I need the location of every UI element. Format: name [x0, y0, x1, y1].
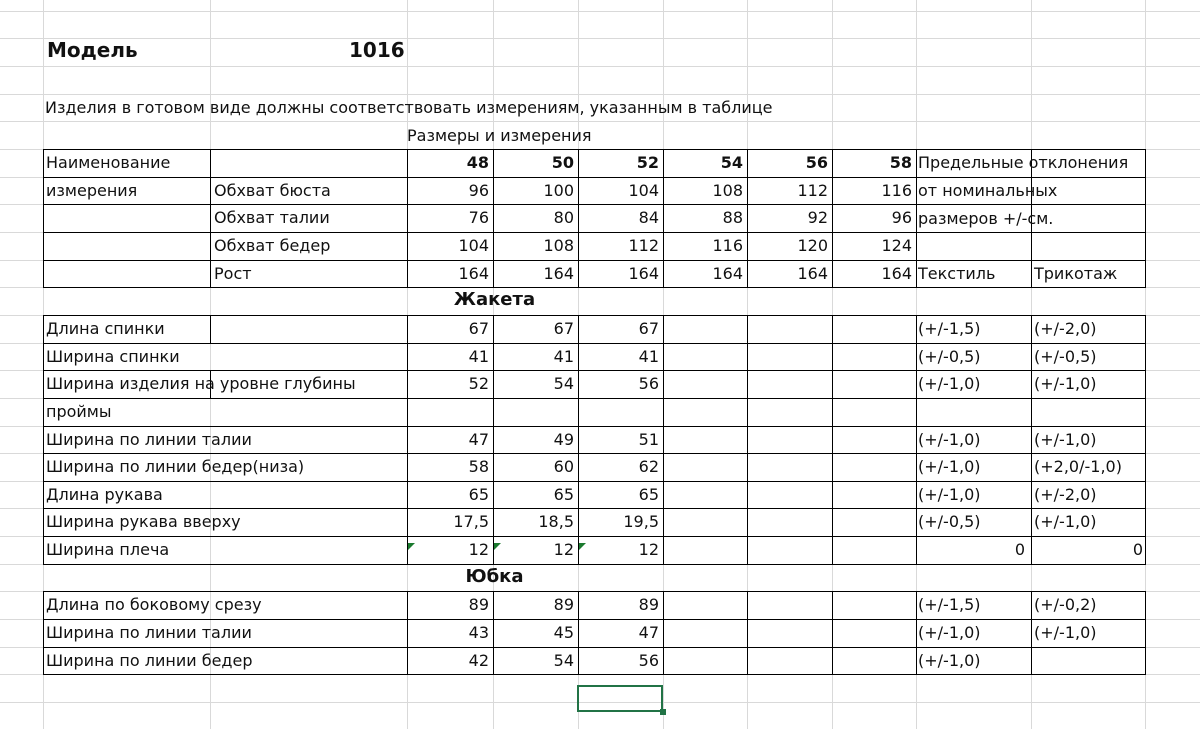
- border-line: [916, 149, 917, 288]
- body-measure-value[interactable]: 104: [628, 181, 659, 200]
- tolerance-knit[interactable]: (+/-1,0): [1034, 623, 1097, 642]
- body-measure-value[interactable]: 164: [881, 264, 912, 283]
- border-line: [1145, 591, 1146, 675]
- measure-value[interactable]: 65: [553, 485, 574, 504]
- body-measure-value[interactable]: 96: [468, 181, 489, 200]
- border-line: [663, 315, 664, 565]
- selected-cell[interactable]: [577, 685, 663, 712]
- border-line: [407, 315, 408, 565]
- header-textile[interactable]: Текстиль: [918, 264, 996, 283]
- measure-label[interactable]: проймы: [46, 402, 112, 421]
- tolerance-textile[interactable]: (+/-1,0): [918, 430, 981, 449]
- size-header-48[interactable]: 48: [466, 153, 489, 172]
- border-line: [43, 591, 1146, 592]
- border-line: [43, 149, 44, 288]
- tolerance-textile[interactable]: (+/-1,0): [918, 374, 981, 393]
- measure-value[interactable]: 89: [638, 595, 659, 614]
- size-header-58[interactable]: 58: [889, 153, 912, 172]
- tolerance-textile[interactable]: (+/-1,5): [918, 595, 981, 614]
- grid-row-line: [0, 66, 1200, 67]
- border-line: [1145, 315, 1146, 565]
- note-text[interactable]: Изделия в готовом виде должны соответствовать измерениям, указанным в таблице: [45, 98, 773, 117]
- header-name-line2[interactable]: измерения: [46, 181, 138, 200]
- measure-label[interactable]: Ширина спинки: [46, 347, 180, 366]
- border-line: [43, 619, 1146, 620]
- measure-value[interactable]: 89: [468, 595, 489, 614]
- grid-row-line: [0, 94, 1200, 95]
- model-label[interactable]: Модель: [47, 38, 138, 62]
- border-line: [747, 315, 748, 565]
- body-measure-value[interactable]: 164: [797, 264, 828, 283]
- measure-value[interactable]: 56: [638, 374, 659, 393]
- measure-value[interactable]: 17,5: [453, 512, 489, 531]
- body-measure-value[interactable]: 88: [722, 208, 743, 227]
- border-line: [578, 315, 579, 565]
- body-measure-value[interactable]: 116: [712, 236, 743, 255]
- body-measure-value[interactable]: 108: [712, 181, 743, 200]
- measure-value[interactable]: 51: [638, 430, 659, 449]
- measure-value[interactable]: 42: [468, 651, 489, 670]
- border-line: [1145, 149, 1146, 288]
- border-line: [43, 177, 1146, 178]
- measure-label[interactable]: Ширина по линии талии: [46, 430, 252, 449]
- measure-label[interactable]: Ширина рукава вверху: [46, 512, 241, 531]
- border-line: [43, 343, 1146, 344]
- border-line: [43, 315, 1146, 316]
- border-line: [493, 149, 494, 288]
- body-measure-value[interactable]: 112: [628, 236, 659, 255]
- border-line: [747, 149, 748, 288]
- body-measure-value[interactable]: 92: [807, 208, 828, 227]
- border-line: [493, 315, 494, 565]
- tolerance-knit[interactable]: (+/-2,0): [1034, 319, 1097, 338]
- measure-value[interactable]: 56: [638, 651, 659, 670]
- body-measure-value[interactable]: 108: [543, 236, 574, 255]
- border-line: [43, 260, 1146, 261]
- border-line: [578, 149, 579, 288]
- body-measure-label[interactable]: Обхват талии: [214, 208, 330, 227]
- tolerance-knit[interactable]: (+/-0,5): [1034, 347, 1097, 366]
- measure-label[interactable]: Длина рукава: [46, 485, 163, 504]
- body-measure-label[interactable]: Обхват бюста: [214, 181, 331, 200]
- border-line: [43, 508, 1146, 509]
- border-line: [407, 149, 408, 288]
- tolerance-textile[interactable]: (+/-1,0): [918, 623, 981, 642]
- body-measure-value[interactable]: 164: [712, 264, 743, 283]
- tolerance-knit[interactable]: 0: [1132, 540, 1143, 559]
- measure-value[interactable]: 60: [553, 457, 574, 476]
- border-line: [832, 315, 833, 565]
- measure-value[interactable]: 41: [468, 347, 489, 366]
- cell-error-marker: [408, 543, 415, 550]
- body-measure-label[interactable]: Обхват бедер: [214, 236, 331, 255]
- body-measure-value[interactable]: 104: [458, 236, 489, 255]
- border-line: [43, 398, 1146, 399]
- measure-value[interactable]: 43: [468, 623, 489, 642]
- measure-label[interactable]: Ширина по линии бедер(низа): [46, 457, 305, 476]
- size-header-52[interactable]: 52: [636, 153, 659, 172]
- measure-value[interactable]: 67: [468, 319, 489, 338]
- border-line: [747, 591, 748, 675]
- measure-value[interactable]: 62: [638, 457, 659, 476]
- tolerance-textile[interactable]: (+/-1,0): [918, 485, 981, 504]
- tolerance-textile[interactable]: (+/-0,5): [918, 347, 981, 366]
- measure-value[interactable]: 45: [553, 623, 574, 642]
- border-line: [43, 564, 1146, 565]
- border-line: [43, 674, 1146, 675]
- border-line: [43, 204, 1146, 205]
- border-line: [43, 426, 1146, 427]
- measure-value[interactable]: 89: [553, 595, 574, 614]
- model-number[interactable]: 1016: [349, 38, 405, 62]
- measure-label[interactable]: Ширина по линии талии: [46, 623, 252, 642]
- measure-value[interactable]: 54: [553, 651, 574, 670]
- section-title[interactable]: Юбка: [465, 566, 524, 587]
- tolerance-textile[interactable]: (+/-1,0): [918, 651, 981, 670]
- measure-value[interactable]: 65: [638, 485, 659, 504]
- tolerance-knit[interactable]: (+/-1,0): [1034, 430, 1097, 449]
- measure-label[interactable]: Ширина по линии бедер: [46, 651, 253, 670]
- section-title[interactable]: Жакета: [453, 289, 536, 310]
- body-measure-value[interactable]: 80: [553, 208, 574, 227]
- header-tolerance-line3[interactable]: размеров +/-см.: [918, 209, 1054, 228]
- border-line: [43, 370, 1146, 371]
- measure-value[interactable]: 67: [553, 319, 574, 338]
- border-line: [43, 647, 1146, 648]
- cell-error-marker: [579, 543, 586, 550]
- body-measure-value[interactable]: 112: [797, 181, 828, 200]
- body-measure-value[interactable]: 164: [543, 264, 574, 283]
- cell-error-marker: [494, 543, 501, 550]
- grid-row-line: [0, 11, 1200, 12]
- border-line: [43, 536, 1146, 537]
- grid-row-line: [0, 121, 1200, 122]
- border-line: [832, 149, 833, 288]
- tolerance-textile[interactable]: (+/-1,0): [918, 457, 981, 476]
- body-measure-label[interactable]: Рост: [214, 264, 252, 283]
- measure-value[interactable]: 12: [553, 540, 574, 559]
- measure-label[interactable]: Длина спинки: [46, 319, 165, 338]
- body-measure-value[interactable]: 124: [881, 236, 912, 255]
- border-line: [43, 453, 1146, 454]
- border-line: [663, 591, 664, 675]
- measure-value[interactable]: 41: [638, 347, 659, 366]
- measure-label[interactable]: Длина по боковому срезу: [46, 595, 262, 614]
- border-line: [43, 287, 1146, 288]
- measure-label[interactable]: Ширина изделия на уровне глубины: [46, 374, 356, 393]
- measure-value[interactable]: 52: [468, 374, 489, 393]
- tolerance-knit[interactable]: (+/-2,0): [1034, 485, 1097, 504]
- border-line: [43, 481, 1146, 482]
- header-tolerance-line2[interactable]: от номинальных: [918, 181, 1058, 200]
- header-knit[interactable]: Трикотаж: [1034, 264, 1118, 283]
- size-header-56[interactable]: 56: [805, 153, 828, 172]
- border-line: [210, 149, 211, 288]
- grid-row-line: [0, 38, 1200, 39]
- sizes-caption[interactable]: Размеры и измерения: [407, 126, 592, 145]
- tolerance-textile[interactable]: (+/-0,5): [918, 512, 981, 531]
- border-line: [43, 149, 1146, 150]
- tolerance-textile[interactable]: 0: [1014, 540, 1025, 559]
- border-line: [210, 315, 211, 344]
- border-line: [916, 315, 917, 565]
- tolerance-textile[interactable]: (+/-1,5): [918, 319, 981, 338]
- measure-value[interactable]: 47: [638, 623, 659, 642]
- body-measure-value[interactable]: 96: [891, 208, 912, 227]
- border-line: [1031, 591, 1032, 675]
- measure-value[interactable]: 65: [468, 485, 489, 504]
- body-measure-value[interactable]: 84: [638, 208, 659, 227]
- measure-value[interactable]: 67: [638, 319, 659, 338]
- tolerance-knit[interactable]: (+/-1,0): [1034, 512, 1097, 531]
- fill-handle[interactable]: [660, 709, 666, 715]
- measure-value[interactable]: 58: [468, 457, 489, 476]
- measure-value[interactable]: 49: [553, 430, 574, 449]
- header-name-line1[interactable]: Наименование: [46, 153, 171, 172]
- size-header-54[interactable]: 54: [720, 153, 743, 172]
- body-measure-value[interactable]: 76: [468, 208, 489, 227]
- measure-value[interactable]: 12: [638, 540, 659, 559]
- measure-value[interactable]: 41: [553, 347, 574, 366]
- border-line: [916, 591, 917, 675]
- measure-label[interactable]: Ширина плеча: [46, 540, 170, 559]
- border-line: [493, 591, 494, 675]
- body-measure-value[interactable]: 164: [628, 264, 659, 283]
- border-line: [1031, 315, 1032, 565]
- tolerance-knit[interactable]: (+/-0,2): [1034, 595, 1097, 614]
- measure-value[interactable]: 18,5: [538, 512, 574, 531]
- body-measure-value[interactable]: 164: [458, 264, 489, 283]
- body-measure-value[interactable]: 116: [881, 181, 912, 200]
- measure-value[interactable]: 47: [468, 430, 489, 449]
- border-line: [578, 591, 579, 675]
- header-tolerance-line1[interactable]: Предельные отклонения: [918, 153, 1129, 172]
- border-line: [663, 149, 664, 288]
- border-line: [43, 315, 44, 565]
- border-line: [43, 232, 1146, 233]
- measure-value[interactable]: 19,5: [623, 512, 659, 531]
- border-line: [43, 591, 44, 675]
- measure-value[interactable]: 12: [468, 540, 489, 559]
- tolerance-knit[interactable]: (+/-1,0): [1034, 374, 1097, 393]
- border-line: [832, 591, 833, 675]
- border-line: [407, 591, 408, 675]
- body-measure-value[interactable]: 100: [543, 181, 574, 200]
- tolerance-knit[interactable]: (+2,0/-1,0): [1034, 457, 1122, 476]
- body-measure-value[interactable]: 120: [797, 236, 828, 255]
- measure-value[interactable]: 54: [553, 374, 574, 393]
- size-header-50[interactable]: 50: [551, 153, 574, 172]
